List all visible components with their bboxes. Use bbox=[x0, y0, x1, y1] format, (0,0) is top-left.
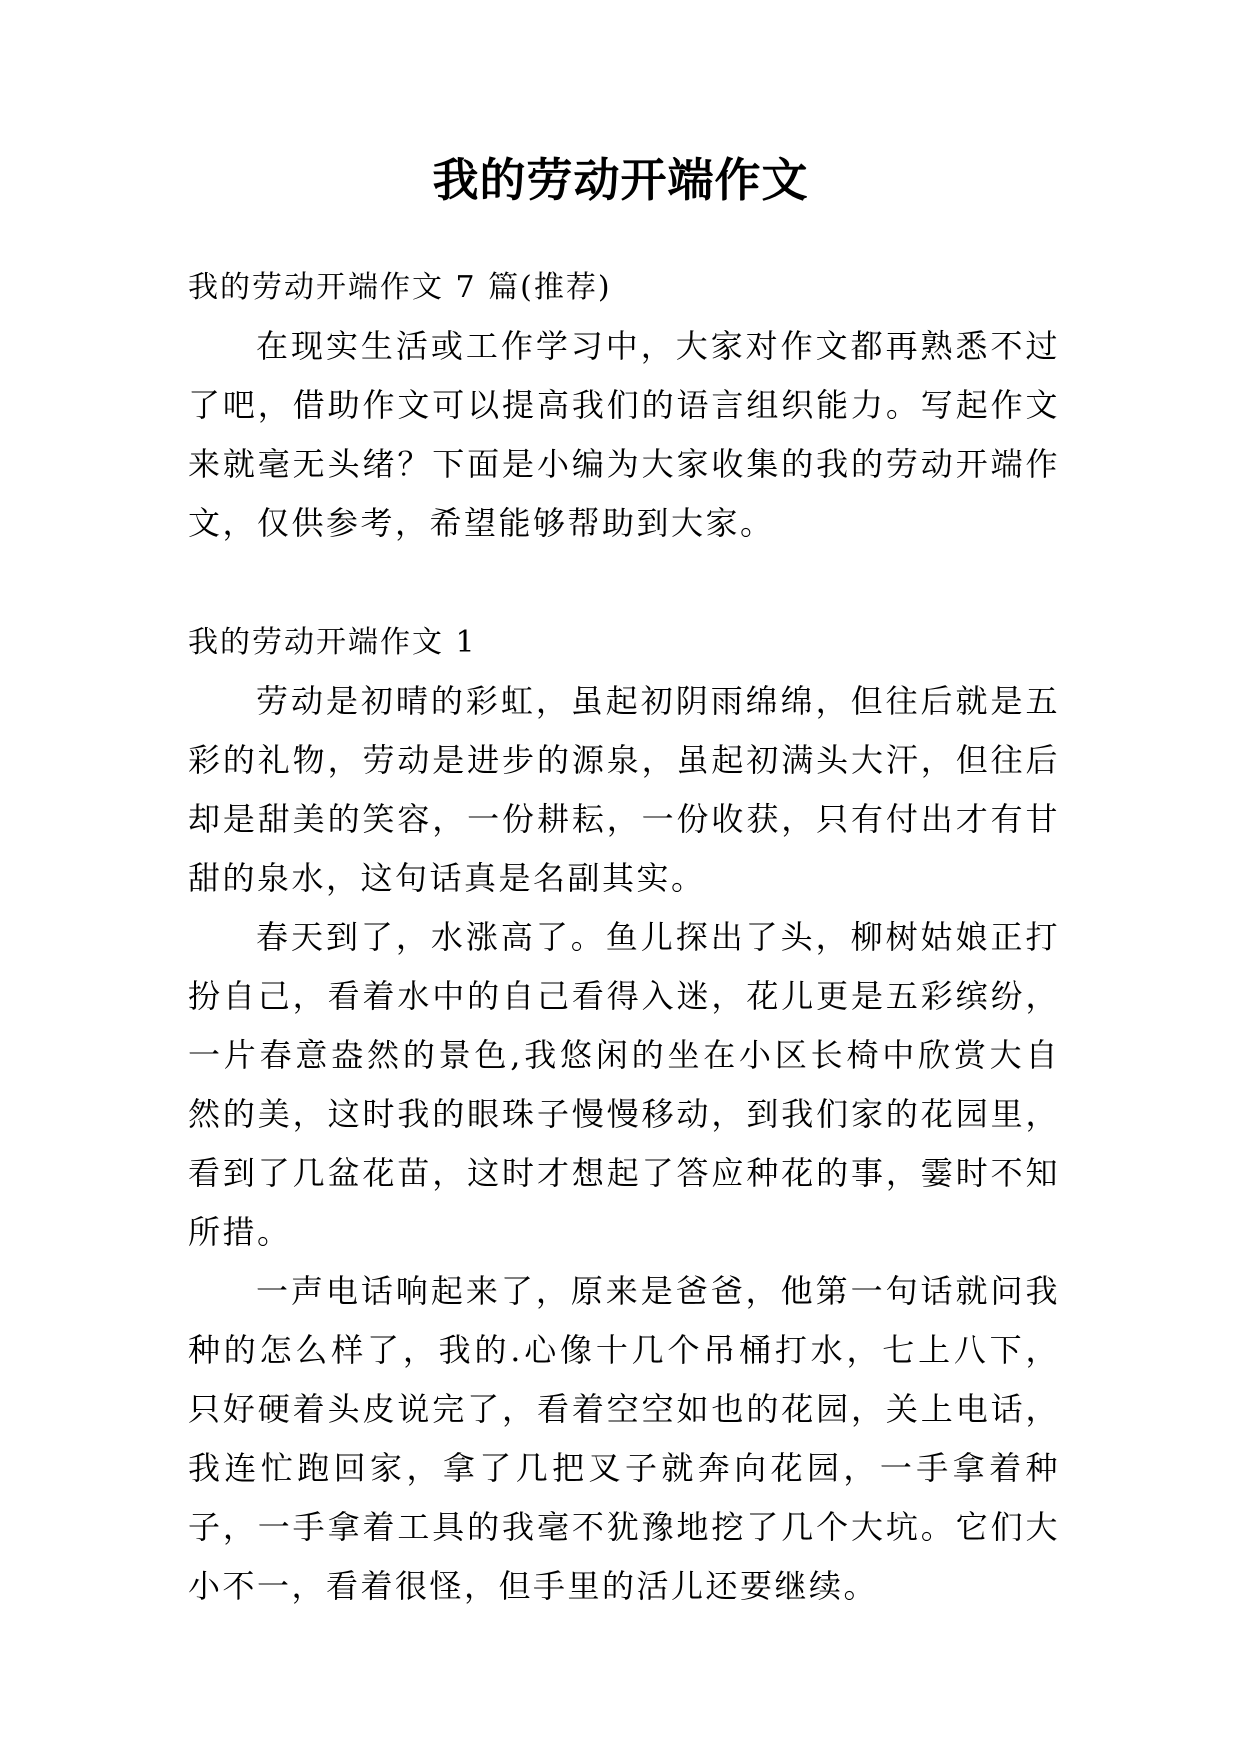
section-gap bbox=[188, 553, 1060, 613]
section-1-paragraph-3: 一声电话响起来了，原来是爸爸，他第一句话就问我种的怎么样了，我的.心像十几个吊桶打水，七上八下，只好硬着头皮说完了，看着空空如也的花园，关上电话，我连忙跑回家，拿了几把叉子就奔向花园，一手拿着种子，一手拿着工具的我毫不犹豫地挖了几个大坑。它们大小不一，看着很怪，但手里的活儿还要继续。 bbox=[188, 1272, 1060, 1605]
section-1-paragraph-1: 劳动是初晴的彩虹，虽起初阴雨绵绵，但往后就是五彩的礼物，劳动是进步的源泉，虽起初满头大汗，但往后却是甜美的笑容，一份耕耘，一份收获，只有付出才有甘甜的泉水，这句话真是名副其实。 bbox=[188, 682, 1060, 897]
intro-heading: 我的劳动开端作文 7 篇(推荐) bbox=[188, 270, 612, 305]
document-title: 我的劳动开端作文 bbox=[432, 153, 809, 207]
intro-paragraph: 在现实生活或工作学习中，大家对作文都再熟悉不过了吧，借助作文可以提高我们的语言组织能力。写起作文来就毫无头绪？下面是小编为大家收集的我的劳动开端作文，仅供参考，希望能够帮助到大家。 bbox=[188, 327, 1060, 542]
document-body bbox=[188, 258, 1060, 1616]
section-1-heading: 我的劳动开端作文 1 bbox=[188, 625, 477, 660]
section-1-paragraph-2: 春天到了，水涨高了。鱼儿探出了头，柳树姑娘正打扮自己，看着水中的自己看得入迷，花儿更是五彩缤纷，一片春意盎然的景色,我悠闲的坐在小区长椅中欣赏大自然的美，这时我的眼珠子慢慢移动，到我们家的花园里，看到了几盆花苗，这时才想起了答应种花的事，霎时不知所措。 bbox=[188, 918, 1060, 1251]
